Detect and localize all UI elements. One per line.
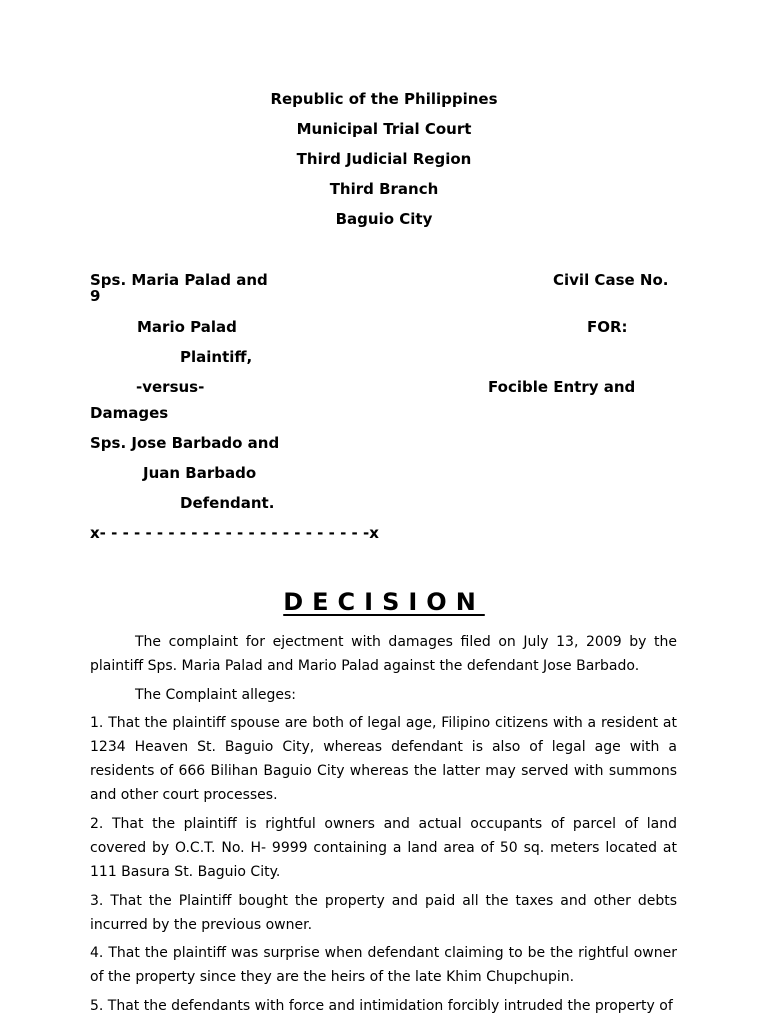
plaintiff-name-line2: Mario Palad <box>137 318 237 336</box>
versus-label: -versus- <box>136 378 205 396</box>
intro-paragraph: The complaint for ejectment with damages filed on July 13, 2009 by the plaintiff Sps. Maria Palad and Mario Palad against the defendant Jose Barbado. <box>90 634 677 674</box>
case-number-label: Civil Case No. <box>553 271 669 289</box>
caption-divider: x- - - - - - - - - - - - - - - - - - - - - - - -x <box>90 524 379 542</box>
decision-title-text: DECISION <box>283 588 485 616</box>
allegation-item-3: 3. That the Plaintiff bought the property and paid all the taxes and other debts incurred by the previous owner. <box>90 893 677 933</box>
defendant-name-line1: Sps. Jose Barbado and <box>90 434 280 452</box>
defendant-role: Defendant. <box>180 494 275 512</box>
plaintiff-name-line1: Sps. Maria Palad and <box>90 271 268 289</box>
allegation-item-5: 5. That the defendants with force and intimidation forcibly intruded the property of <box>90 998 673 1014</box>
header-branch: Third Branch <box>329 180 439 198</box>
alleges-paragraph: The Complaint alleges: <box>135 687 297 703</box>
header-city: Baguio City <box>335 210 433 228</box>
case-nature-line1: Focible Entry and <box>488 378 636 396</box>
plaintiff-role: Plaintiff, <box>180 348 253 366</box>
header-country: Republic of the Philippines <box>270 90 498 108</box>
allegation-item-4: 4. That the plaintiff was surprise when defendant claiming to be the rightful owner of the property since they are the heirs of the late Khim Chupchupin. <box>90 945 677 985</box>
allegation-item-2: 2. That the plaintiff is rightful owners and actual occupants of parcel of land covered by O.C.T. No. H- 9999 containing a land area of 50 sq. meters located at 111 Basura St. Baguio City. <box>90 816 677 880</box>
decision-title <box>0 586 768 618</box>
allegation-item-1: 1. That the plaintiff spouse are both of legal age, Filipino citizens with a resident at 1234 Heaven St. Baguio City, whereas defendant is also of legal age with a residents of 666 Bilihan Baguio City whereas the latter may served with summons and other court processes. <box>90 715 677 803</box>
header-court: Municipal Trial Court <box>296 120 472 138</box>
case-nature-line2: Damages <box>90 404 169 422</box>
for-label: FOR: <box>587 318 628 336</box>
defendant-name-line2: Juan Barbado <box>143 464 257 482</box>
header-region: Third Judicial Region <box>296 150 472 168</box>
case-number-value: 9 <box>90 287 101 305</box>
